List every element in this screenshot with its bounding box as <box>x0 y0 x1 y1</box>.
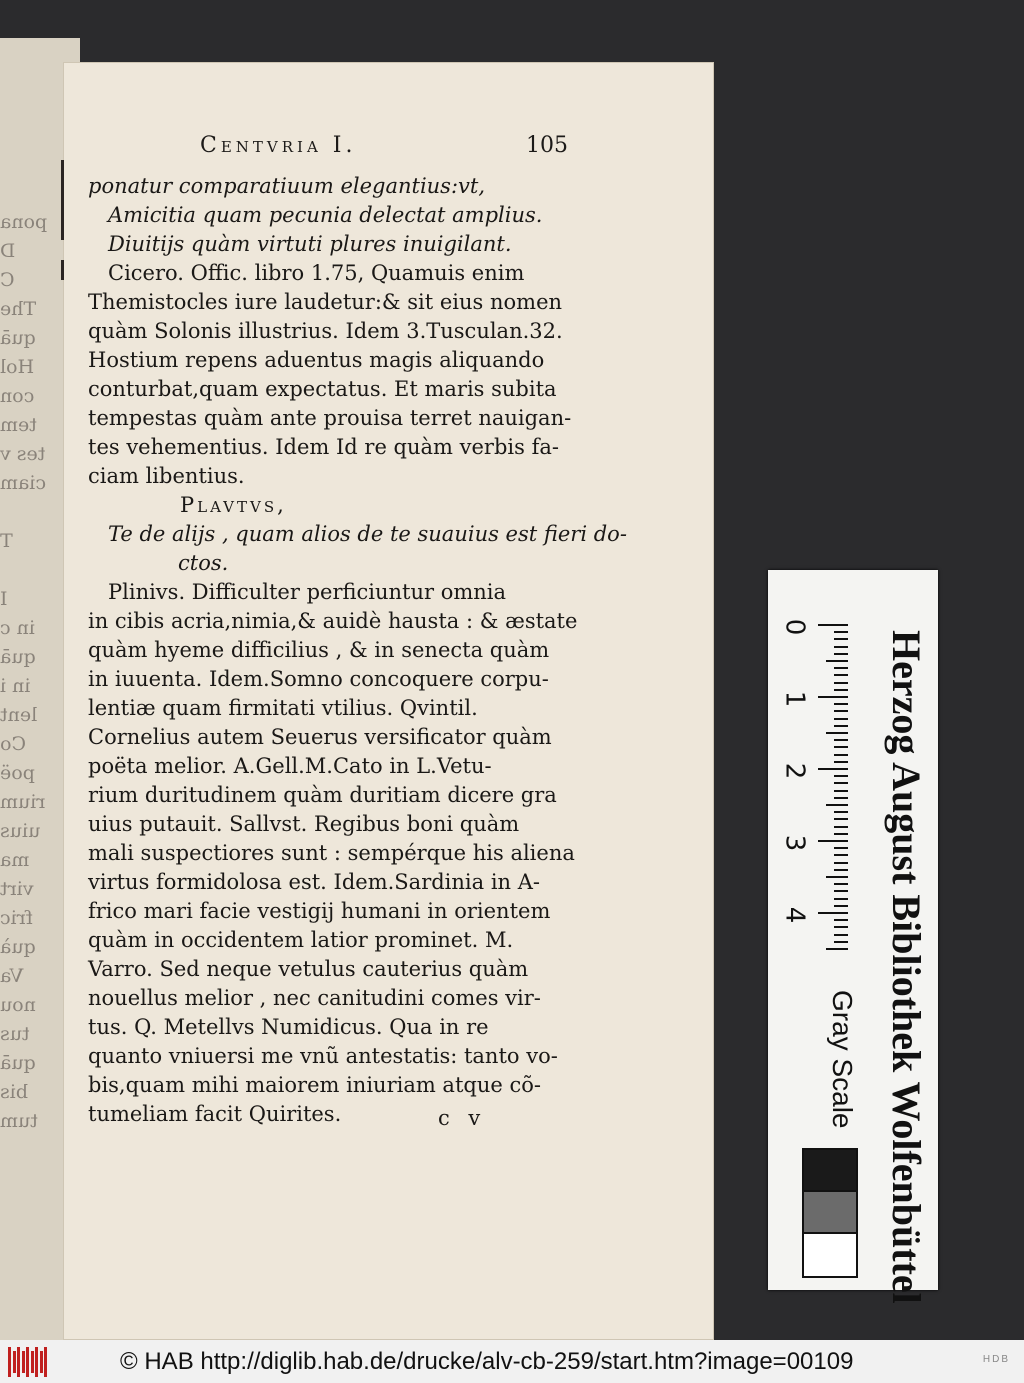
ruler-tick <box>834 919 848 921</box>
facing-page-fragment: tes v <box>0 443 46 465</box>
ruler-tick <box>834 631 848 633</box>
ruler-number: 1 <box>779 690 810 708</box>
facing-page-fragment: Va <box>0 965 24 987</box>
text-line: tus. Q. Metellvs Numidicus. Qua in re <box>88 1015 489 1039</box>
ruler-tick <box>834 754 848 756</box>
ruler-tick <box>834 862 848 864</box>
text-line: in cibis acria,nimia,& auidè hausta : & æstate <box>88 609 578 633</box>
scale-card <box>768 570 938 1304</box>
ruler-tick <box>834 883 848 885</box>
facing-page-fragment: virt <box>0 878 34 900</box>
facing-page-fragment: rium <box>0 791 46 813</box>
facing-page-fragment: quā <box>0 1052 36 1074</box>
text-line: Cornelius autem Seuerus versificator quàm <box>88 725 552 749</box>
text-line: lentiæ quam firmitati vtilius. Qvintil. <box>88 696 478 720</box>
catchword: c v <box>438 1106 487 1130</box>
facing-page-fragment <box>0 498 60 527</box>
ruler-tick <box>834 746 848 748</box>
facing-page-fragment: D <box>0 240 16 262</box>
text-line: rium duritudinem quàm duritiam dicere gra <box>88 783 557 807</box>
ruler-tick <box>834 854 848 856</box>
ruler-tick <box>834 926 848 928</box>
facing-page-fragment: tem <box>0 414 37 436</box>
text-line: virtus formidolosa est. Idem.Sardinia in A- <box>88 870 541 894</box>
ruler-tick <box>834 790 848 792</box>
gray-swatch-white <box>802 1232 858 1278</box>
text-line: ctos. <box>178 551 229 575</box>
facing-page-fragment: I <box>0 588 8 610</box>
gray-swatch-dark <box>802 1148 858 1194</box>
facing-page-fragment: bis <box>0 1081 28 1103</box>
ruler-tick <box>826 876 848 878</box>
ruler-tick <box>834 826 848 828</box>
ruler-tick <box>834 653 848 655</box>
ruler-tick <box>834 739 848 741</box>
text-line: Varro. Sed neque vetulus cauterius quàm <box>88 957 529 981</box>
ruler-tick <box>826 948 848 950</box>
text-line: mali suspectiores sunt : sempérque his aliena <box>88 841 575 865</box>
ruler-tick <box>834 682 848 684</box>
ruler <box>778 610 848 970</box>
ruler-number: 0 <box>779 618 810 636</box>
text-line: frico mari facie vestigij humani in orientem <box>88 899 551 923</box>
facing-page-fragment: ciam <box>0 472 47 494</box>
text-line: nouellus melior , nec canitudini comes vir- <box>88 986 541 1010</box>
ruler-tick <box>834 667 848 669</box>
text-line: Plinivs. Difficulter perficiuntur omnia <box>108 580 507 604</box>
facing-page-fragment: pona <box>0 211 48 233</box>
page-number: 105 <box>526 133 568 158</box>
ruler-tick <box>834 905 848 907</box>
ruler-tick <box>834 674 848 676</box>
ruler-tick <box>834 638 848 640</box>
facing-page-fragment: con <box>0 385 35 407</box>
ruler-tick <box>818 768 848 770</box>
text-line: conturbat,quam expectatus. Et maris subita <box>88 377 557 401</box>
facing-page-fragment: fric <box>0 907 33 929</box>
ruler-tick <box>826 732 848 734</box>
ruler-tick <box>834 689 848 691</box>
text-line: quàm in occidentem latior prominet. M. <box>88 928 514 952</box>
facing-page-fragment: quā <box>0 646 36 668</box>
footer-mark: HDB <box>982 1354 1010 1365</box>
facing-page-fragment: quā <box>0 327 36 349</box>
ruler-tick <box>834 833 848 835</box>
text-line: in iuuenta. Idem.Somno concoquere corpu- <box>88 667 549 691</box>
ruler-number: 3 <box>779 834 810 852</box>
ruler-tick <box>834 797 848 799</box>
text-line: ciam libentius. <box>88 464 245 488</box>
ruler-tick <box>818 912 848 914</box>
ruler-tick <box>834 890 848 892</box>
facing-page-fragment: Hol <box>0 356 35 378</box>
page-header <box>200 133 610 165</box>
text-line: Themistocles iure laudetur:& sit eius nomen <box>88 290 563 314</box>
ruler-tick <box>826 660 848 662</box>
facing-page-fragment <box>0 556 60 585</box>
facing-page-fragment: uius <box>0 820 41 842</box>
facing-page-fragment: T <box>0 530 13 552</box>
ruler-number: 4 <box>779 906 810 924</box>
ruler-tick <box>834 847 848 849</box>
text-line: Plavtvs, <box>180 493 287 517</box>
facing-page-fragment: Co <box>0 733 26 755</box>
facing-page-fragment: in c <box>0 617 35 639</box>
footer-credit[interactable]: © HAB http://diglib.hab.de/drucke/alv-cb-259/start.htm?image=00109 <box>120 1348 854 1375</box>
text-line: quàm hyeme difficilius , & in senecta quàm <box>88 638 550 662</box>
ruler-tick <box>834 869 848 871</box>
ruler-tick <box>834 941 848 943</box>
text-line: uius putauit. Sallvst. Regibus boni quàm <box>88 812 520 836</box>
facing-page-fragment: in i <box>0 675 31 697</box>
text-line: bis,quam mihi maiorem iniuriam atque cõ- <box>88 1073 541 1097</box>
text-line: Hostium repens aduentus magis aliquando <box>88 348 545 372</box>
gray-swatch-mid <box>802 1190 858 1236</box>
facing-page-fragment: tus <box>0 1023 30 1045</box>
ruler-tick <box>834 646 848 648</box>
ruler-tick <box>834 710 848 712</box>
text-line: Diuitijs quàm virtuti plures inuigilant. <box>108 232 512 256</box>
text-line: Cicero. Offic. libro 1.75, Quamuis enim <box>108 261 525 285</box>
facing-page-fragment: C <box>0 269 15 291</box>
margin-mark <box>61 260 64 280</box>
text-line: Te de alijs , quam alios de te suauius est fieri do- <box>108 522 627 546</box>
text-line: quanto vniuersi me vnũ antestatis: tanto vo- <box>88 1044 558 1068</box>
facing-page-fragment: poë <box>0 762 35 784</box>
text-line: tempestas quàm ante prouisa terret nauigan- <box>88 406 572 430</box>
facing-page-fragment: quà <box>0 936 36 958</box>
ruler-tick <box>834 703 848 705</box>
facing-page-fragment: tum <box>0 1110 38 1132</box>
hab-logo-icon <box>8 1347 48 1377</box>
ruler-number: 2 <box>779 762 810 780</box>
ruler-tick <box>834 811 848 813</box>
institution-name: Herzog August Bibliothek Wolfenbüttel <box>884 630 929 1304</box>
facing-page-fragment: ma <box>0 849 30 871</box>
ruler-tick <box>834 725 848 727</box>
facing-page-fragment: The <box>0 298 37 320</box>
ruler-tick <box>818 624 848 626</box>
text-line: quàm Solonis illustrius. Idem 3.Tusculan.32. <box>88 319 563 343</box>
page-body-text <box>88 172 627 1129</box>
facing-page-fragment: nou <box>0 994 36 1016</box>
footer-bar <box>0 1340 1024 1383</box>
margin-mark <box>61 160 64 240</box>
ruler-tick <box>834 761 848 763</box>
ruler-tick <box>834 818 848 820</box>
ruler-tick <box>834 782 848 784</box>
text-line: Amicitia quam pecunia delectat amplius. <box>108 203 543 227</box>
ruler-tick <box>818 696 848 698</box>
text-line: tumeliam facit Quirites. <box>88 1102 342 1126</box>
ruler-tick <box>834 718 848 720</box>
text-line: ponatur comparatiuum elegantius:vt, <box>88 174 486 198</box>
gray-scale-label: Gray Scale <box>827 990 858 1129</box>
ruler-tick <box>834 898 848 900</box>
ruler-tick <box>826 804 848 806</box>
text-line: poëta melior. A.Gell.M.Cato in L.Vetu- <box>88 754 492 778</box>
facing-page-text <box>0 208 60 1136</box>
text-line: tes vehementius. Idem Id re quàm verbis fa- <box>88 435 559 459</box>
ruler-tick <box>818 840 848 842</box>
facing-page-fragment: lent <box>0 704 38 726</box>
ruler-tick <box>834 934 848 936</box>
ruler-tick <box>834 775 848 777</box>
running-title: Centvria I. <box>200 133 357 158</box>
